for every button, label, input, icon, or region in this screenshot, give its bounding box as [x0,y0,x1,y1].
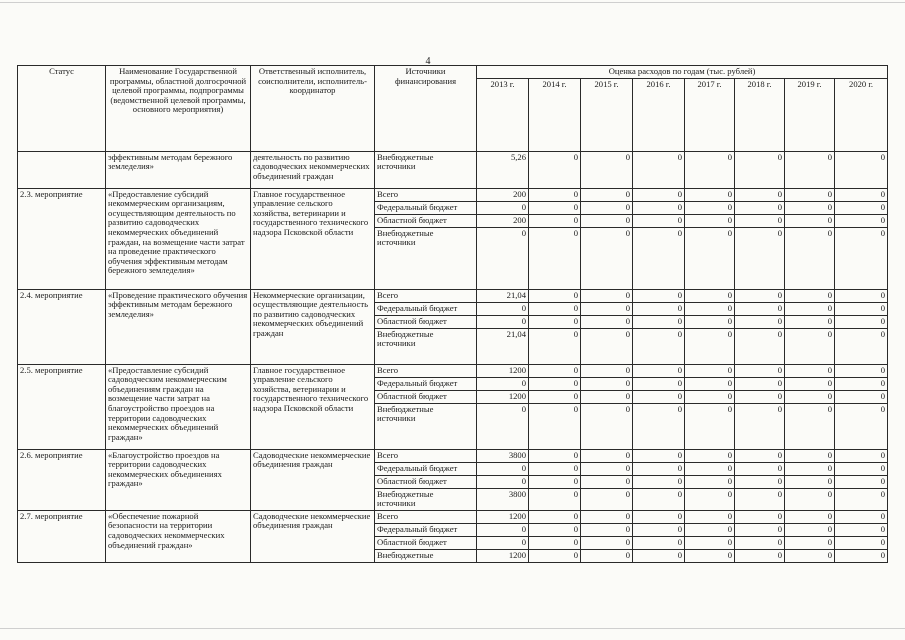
value-cell: 0 [735,475,785,488]
header-estimate: Оценка расходов по годам (тыс. рублей) [477,66,888,79]
value-cell: 0 [685,536,735,549]
value-cell: 200 [477,214,529,227]
funding-source-cell: Всего [375,289,477,302]
value-cell: 0 [685,475,735,488]
funding-source-cell: Федеральный бюджет [375,201,477,214]
table-row [18,510,888,523]
value-cell: 0 [835,328,888,364]
value-cell: 0 [581,302,633,315]
value-cell: 0 [581,536,633,549]
value-cell: 0 [529,403,581,449]
value-cell: 0 [633,214,685,227]
status-cell: 2.3. мероприятие [18,188,106,289]
funding-source-cell: Областной бюджет [375,315,477,328]
value-cell: 0 [633,302,685,315]
funding-source-cell: Областной бюджет [375,536,477,549]
value-cell: 0 [581,390,633,403]
value-cell: 0 [835,289,888,302]
value-cell: 0 [785,523,835,536]
scan-edge-top [0,2,905,3]
value-cell: 0 [529,289,581,302]
value-cell: 0 [633,549,685,562]
value-cell: 0 [685,488,735,510]
value-cell: 0 [633,151,685,188]
value-cell: 0 [581,510,633,523]
value-cell: 0 [685,302,735,315]
value-cell: 0 [685,328,735,364]
funding-source-cell: Федеральный бюджет [375,377,477,390]
value-cell: 0 [685,201,735,214]
budget-table-container [17,65,887,563]
value-cell: 0 [581,403,633,449]
value-cell: 0 [633,523,685,536]
status-cell [18,151,106,188]
executor-cell: Некоммерческие организации, осуществляющие деятельность по развитию садоводческих некоммерческих объединений граждан [251,289,375,364]
value-cell: 0 [633,227,685,289]
value-cell: 0 [633,510,685,523]
value-cell: 0 [477,403,529,449]
value-cell: 0 [835,364,888,377]
value-cell: 0 [529,151,581,188]
value-cell: 0 [477,523,529,536]
value-cell: 0 [785,536,835,549]
value-cell: 0 [529,475,581,488]
value-cell: 0 [581,151,633,188]
value-cell: 0 [529,390,581,403]
table-row [18,364,888,377]
value-cell: 0 [633,390,685,403]
value-cell: 0 [685,403,735,449]
value-cell: 0 [529,510,581,523]
value-cell: 0 [529,214,581,227]
value-cell: 0 [529,449,581,462]
value-cell: 0 [581,549,633,562]
value-cell: 0 [735,390,785,403]
value-cell: 0 [835,549,888,562]
value-cell: 0 [785,462,835,475]
value-cell: 0 [529,462,581,475]
value-cell: 0 [785,364,835,377]
status-cell: 2.6. мероприятие [18,449,106,510]
value-cell: 200 [477,188,529,201]
value-cell: 0 [581,377,633,390]
value-cell: 0 [785,188,835,201]
value-cell: 3800 [477,488,529,510]
value-cell: 0 [785,549,835,562]
value-cell: 21,04 [477,328,529,364]
value-cell: 0 [529,523,581,536]
value-cell: 0 [685,523,735,536]
value-cell: 0 [633,462,685,475]
header-year: 2015 г. [581,78,633,151]
value-cell: 0 [735,227,785,289]
header-year: 2017 г. [685,78,735,151]
value-cell: 0 [685,289,735,302]
value-cell: 0 [735,510,785,523]
executor-cell: Главное государственное управление сельского хозяйства, ветеринарии и государственного технического надзора Псковской области [251,364,375,449]
value-cell: 0 [735,188,785,201]
value-cell: 0 [785,214,835,227]
funding-source-cell: Областной бюджет [375,214,477,227]
header-status: Статус [18,66,106,152]
value-cell: 0 [785,302,835,315]
value-cell: 0 [529,328,581,364]
value-cell: 0 [735,151,785,188]
value-cell: 0 [581,315,633,328]
value-cell: 0 [685,315,735,328]
value-cell: 0 [633,315,685,328]
funding-source-cell: Всего [375,364,477,377]
value-cell: 0 [529,536,581,549]
value-cell: 0 [835,302,888,315]
value-cell: 0 [685,227,735,289]
value-cell: 0 [735,377,785,390]
value-cell: 0 [735,462,785,475]
funding-source-cell: Федеральный бюджет [375,523,477,536]
value-cell: 0 [735,488,785,510]
activity-name-cell: эффективным методам бережного земледелия» [106,151,251,188]
value-cell: 0 [785,151,835,188]
header-year: 2019 г. [785,78,835,151]
value-cell: 0 [581,214,633,227]
table-row [18,289,888,302]
value-cell: 0 [529,549,581,562]
value-cell: 0 [581,475,633,488]
header-year: 2014 г. [529,78,581,151]
value-cell: 0 [785,328,835,364]
value-cell: 0 [633,449,685,462]
funding-source-cell: Внебюджетные [375,549,477,562]
funding-source-cell: Всего [375,188,477,201]
scan-edge-bottom [0,628,905,629]
value-cell: 0 [685,377,735,390]
funding-source-cell: Внебюджетные источники [375,151,477,188]
funding-source-cell: Внебюджетные источники [375,227,477,289]
value-cell: 0 [735,302,785,315]
value-cell: 0 [835,488,888,510]
value-cell: 0 [477,475,529,488]
executor-cell: деятельность по развитию садоводческих некоммерческих объединений граждан [251,151,375,188]
value-cell: 0 [477,315,529,328]
value-cell: 21,04 [477,289,529,302]
value-cell: 0 [785,510,835,523]
value-cell: 0 [835,475,888,488]
header-executor: Ответственный исполнитель, соисполнители, исполнитель-координатор [251,66,375,152]
value-cell: 0 [477,302,529,315]
value-cell: 0 [581,227,633,289]
funding-source-cell: Областной бюджет [375,475,477,488]
table-row-continuation [18,151,888,188]
value-cell: 0 [529,377,581,390]
value-cell: 0 [785,289,835,302]
value-cell: 0 [735,289,785,302]
header-sources: Источники финансирования [375,66,477,152]
value-cell: 0 [685,188,735,201]
value-cell: 0 [685,462,735,475]
value-cell: 0 [785,449,835,462]
value-cell: 0 [633,403,685,449]
table-row [18,449,888,462]
value-cell: 0 [581,188,633,201]
value-cell: 0 [581,462,633,475]
value-cell: 0 [633,289,685,302]
funding-source-cell: Внебюджетные источники [375,488,477,510]
value-cell: 0 [785,201,835,214]
value-cell: 0 [785,403,835,449]
value-cell: 0 [735,315,785,328]
value-cell: 0 [685,449,735,462]
value-cell: 0 [685,510,735,523]
value-cell: 0 [835,462,888,475]
value-cell: 0 [835,449,888,462]
value-cell: 0 [685,214,735,227]
value-cell: 0 [529,188,581,201]
value-cell: 0 [477,201,529,214]
value-cell: 0 [735,449,785,462]
activity-name-cell: «Предоставление субсидий садоводческим некоммерческим объединениям граждан на возмещение части затрат на благоустройство проездов на территории садоводческих некоммерческих объединений граждан» [106,364,251,449]
value-cell: 0 [633,536,685,549]
value-cell: 0 [477,377,529,390]
value-cell: 0 [685,151,735,188]
value-cell: 0 [785,377,835,390]
value-cell: 0 [835,523,888,536]
value-cell: 0 [633,488,685,510]
activity-name-cell: «Предоставление субсидий некоммерческим организациям, осуществляющим деятельность по развитию садоводческих некоммерческих объединений граждан, на возмещение части затрат на проведение практического обучения эффективным методам бережного земледелия» [106,188,251,289]
activity-name-cell: «Благоустройство проездов на территории садоводческих некоммерческих объединениях граждан» [106,449,251,510]
executor-cell: Садоводческие некоммерческие объединения граждан [251,449,375,510]
activity-name-cell: «Обеспечение пожарной безопасности на территории садоводческих некоммерческих объединений граждан» [106,510,251,562]
value-cell: 0 [477,536,529,549]
value-cell: 0 [633,364,685,377]
value-cell: 0 [633,188,685,201]
status-cell: 2.7. мероприятие [18,510,106,562]
value-cell: 0 [735,214,785,227]
value-cell: 0 [633,475,685,488]
value-cell: 0 [581,201,633,214]
funding-source-cell: Всего [375,449,477,462]
value-cell: 0 [529,364,581,377]
value-cell: 0 [785,488,835,510]
funding-source-cell: Областной бюджет [375,390,477,403]
value-cell: 0 [581,364,633,377]
value-cell: 0 [835,403,888,449]
header-year: 2020 г. [835,78,888,151]
value-cell: 1200 [477,390,529,403]
value-cell: 0 [529,201,581,214]
budget-table [17,65,888,563]
header-year: 2013 г. [477,78,529,151]
value-cell: 0 [735,201,785,214]
value-cell: 0 [835,214,888,227]
value-cell: 1200 [477,510,529,523]
value-cell: 0 [581,328,633,364]
value-cell: 0 [633,377,685,390]
value-cell: 0 [785,475,835,488]
value-cell: 0 [685,549,735,562]
value-cell: 0 [633,201,685,214]
funding-source-cell: Всего [375,510,477,523]
value-cell: 3800 [477,449,529,462]
value-cell: 0 [685,390,735,403]
status-cell: 2.4. мероприятие [18,289,106,364]
value-cell: 0 [685,364,735,377]
value-cell: 0 [835,151,888,188]
value-cell: 0 [633,328,685,364]
funding-source-cell: Внебюджетные источники [375,403,477,449]
value-cell: 5,26 [477,151,529,188]
header-name: Наименование Государственной программы, областной долгосрочной целевой программы, подпрограммы (ведомственной целевой программы, основного мероприятия) [106,66,251,152]
value-cell: 0 [735,403,785,449]
value-cell: 1200 [477,549,529,562]
executor-cell: Садоводческие некоммерческие объединения граждан [251,510,375,562]
value-cell: 0 [581,523,633,536]
value-cell: 0 [835,227,888,289]
value-cell: 0 [835,377,888,390]
status-cell: 2.5. мероприятие [18,364,106,449]
value-cell: 0 [477,462,529,475]
funding-source-cell: Федеральный бюджет [375,302,477,315]
value-cell: 0 [581,289,633,302]
funding-source-cell: Федеральный бюджет [375,462,477,475]
value-cell: 0 [785,227,835,289]
value-cell: 0 [735,549,785,562]
page-number: 4 [425,56,431,67]
funding-source-cell: Внебюджетные источники [375,328,477,364]
value-cell: 0 [581,488,633,510]
value-cell: 0 [835,510,888,523]
value-cell: 0 [529,488,581,510]
header-year: 2016 г. [633,78,685,151]
value-cell: 0 [529,227,581,289]
value-cell: 0 [735,364,785,377]
value-cell: 0 [477,227,529,289]
table-row [18,188,888,201]
value-cell: 0 [835,536,888,549]
value-cell: 0 [785,390,835,403]
value-cell: 0 [835,188,888,201]
activity-name-cell: «Проведение практического обучения эффективным методам бережного земледелия» [106,289,251,364]
value-cell: 0 [735,536,785,549]
value-cell: 0 [735,523,785,536]
value-cell: 1200 [477,364,529,377]
executor-cell: Главное государственное управление сельского хозяйства, ветеринарии и государственного технического надзора Псковской области [251,188,375,289]
value-cell: 0 [835,201,888,214]
value-cell: 0 [835,390,888,403]
value-cell: 0 [529,315,581,328]
value-cell: 0 [835,315,888,328]
value-cell: 0 [581,449,633,462]
value-cell: 0 [785,315,835,328]
value-cell: 0 [735,328,785,364]
header-year: 2018 г. [735,78,785,151]
value-cell: 0 [529,302,581,315]
